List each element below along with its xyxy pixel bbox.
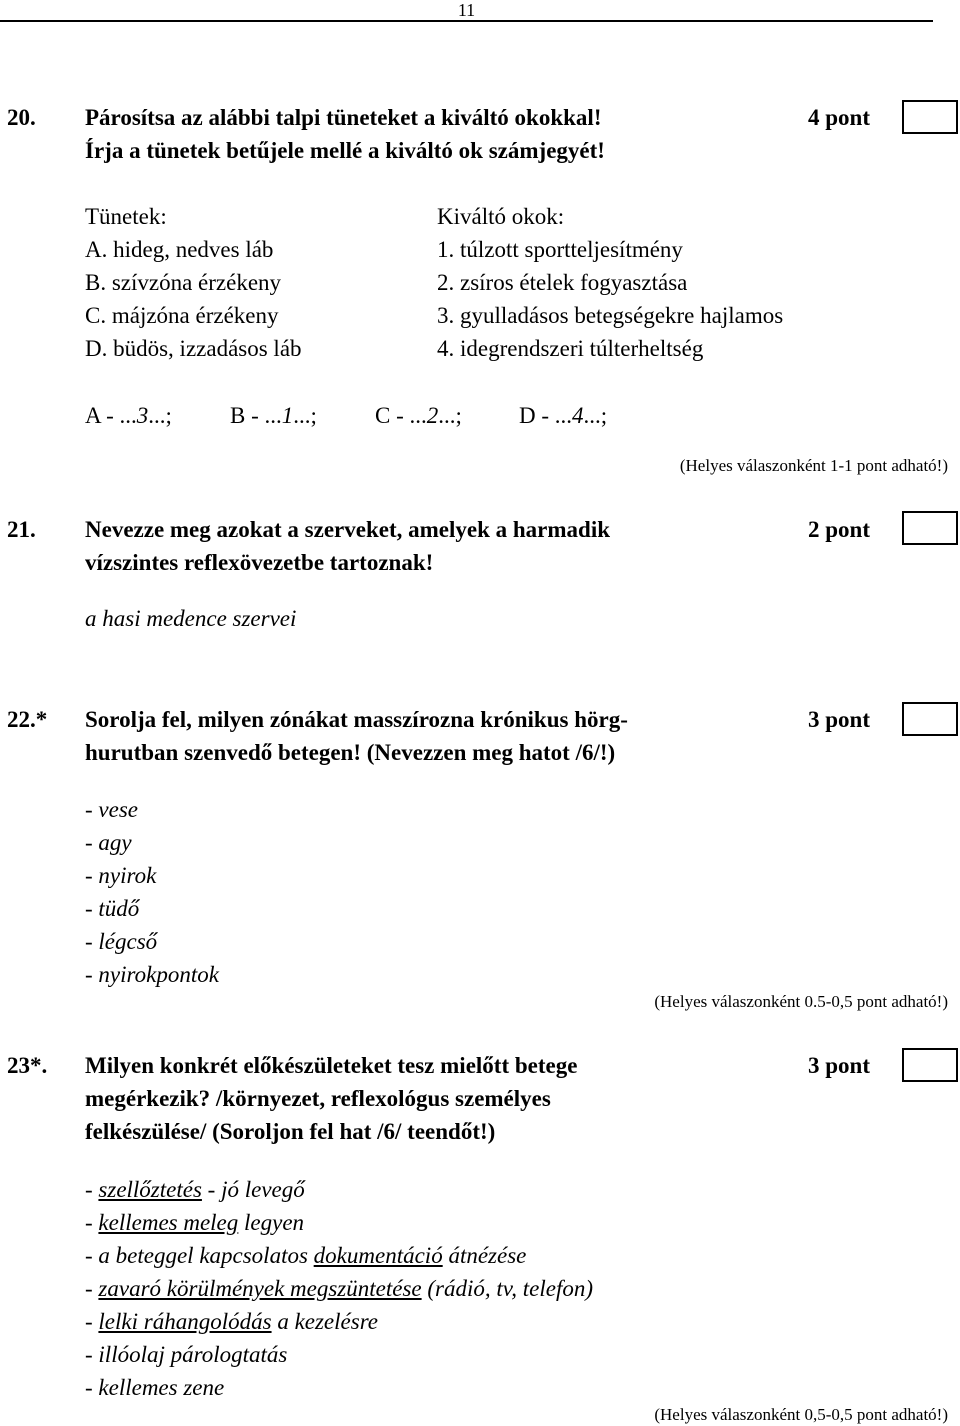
answer-text: - (85, 1177, 99, 1202)
q21-score-box (902, 511, 958, 545)
q23-title-line3: felkészülése/ (Soroljon fel hat /6/ teendőt!) (85, 1119, 496, 1144)
q20-symptom: C. májzóna érzékeny (85, 303, 279, 328)
answer-text: a kezelésre (271, 1309, 378, 1334)
answer-text: átnézése (442, 1243, 527, 1268)
answer-text: - kellemes zene (85, 1375, 225, 1400)
q22-answer-item: - tüdő (85, 896, 140, 921)
q20-cause: 2. zsíros ételek fogyasztása (437, 270, 688, 295)
q22-number: 22.* (7, 707, 48, 732)
q23-answer-item (85, 1209, 304, 1237)
q20-points: 4 pont (808, 105, 870, 130)
page-number: 11 (457, 0, 476, 20)
q20-symptoms-header: Tünetek: (85, 204, 167, 229)
underlined-text: szellőztetés (98, 1177, 202, 1202)
q20-cause: 1. túlzott sportteljesítmény (437, 237, 683, 262)
q20-answer-d: D - ...4...; (519, 403, 608, 428)
q23-answer-item (85, 1242, 526, 1270)
q20-note: (Helyes válaszonként 1-1 pont adható!) (679, 456, 948, 475)
underlined-text: dokumentáció (313, 1243, 443, 1268)
q23-answer-item (85, 1176, 305, 1204)
q20-number: 20. (7, 105, 36, 130)
q23-note: (Helyes válaszonként 0,5-0,5 pont adható!) (654, 1405, 948, 1424)
q20-answer-a: A - ...3...; (85, 403, 172, 428)
underlined-text: zavaró körülmények megszüntetése (98, 1276, 422, 1301)
header-rule (0, 20, 933, 22)
q23-answer-item (85, 1374, 224, 1402)
q20-score-box (902, 100, 958, 134)
q21-number: 21. (7, 517, 36, 542)
answer-text: - jó levegő (201, 1177, 305, 1202)
q23-answer-item (85, 1341, 287, 1369)
q20-answer-c: C - ...2...; (375, 403, 462, 428)
q20-answer-b: B - ...1...; (230, 403, 317, 428)
q20-symptom: D. büdös, izzadásos láb (85, 336, 302, 361)
q22-title-line2: hurutban szenvedő betegen! (Nevezzen meg hatot /6/!) (85, 740, 616, 765)
q20-symptom: A. hideg, nedves láb (85, 237, 274, 262)
q23-answer-item (85, 1275, 593, 1303)
q21-points: 2 pont (808, 517, 870, 542)
q20-cause: 3. gyulladásos betegségekre hajlamos (437, 303, 784, 328)
q21-title-line2: vízszintes reflexövezetbe tartoznak! (85, 550, 434, 575)
q22-answer-item: - nyirokpontok (85, 962, 219, 987)
q22-score-box (902, 702, 958, 736)
q23-answer-item (85, 1308, 378, 1336)
q22-title-line1: Sorolja fel, milyen zónákat masszírozna krónikus hörg- (85, 707, 628, 732)
q22-note: (Helyes válaszonként 0.5-0,5 pont adható!) (654, 992, 948, 1011)
answer-text: legyen (238, 1210, 305, 1235)
q23-title-line1: Milyen konkrét előkészületeket tesz mielőtt betege (85, 1053, 578, 1078)
answer-text: (rádió, tv, telefon) (421, 1276, 593, 1301)
q20-symptom: B. szívzóna érzékeny (85, 270, 282, 295)
q21-answer: a hasi medence szervei (85, 606, 297, 631)
answer-text: - (85, 1210, 99, 1235)
q22-answer-item: - vese (85, 797, 138, 822)
q23-score-box (902, 1048, 958, 1082)
underlined-text: lelki ráhangolódás (98, 1309, 272, 1334)
q20-title-line2: Írja a tünetek betűjele mellé a kiváltó ok számjegyét! (85, 138, 605, 163)
q20-causes-header: Kiváltó okok: (437, 204, 565, 229)
answer-text: - (85, 1309, 99, 1334)
q20-title-line1: Párosítsa az alábbi talpi tüneteket a kiváltó okokkal! (85, 105, 602, 130)
q23-number: 23*. (7, 1053, 48, 1078)
q22-answer-item: - agy (85, 830, 132, 855)
q21-title-line1: Nevezze meg azokat a szerveket, amelyek a harmadik (85, 517, 611, 542)
answer-text: - a beteggel kapcsolatos (85, 1243, 314, 1268)
q22-answer-item: - nyirok (85, 863, 157, 888)
q22-answer-item: - légcső (85, 929, 158, 954)
answer-text: - illóolaj párologtatás (85, 1342, 288, 1367)
underlined-text: kellemes meleg (98, 1210, 239, 1235)
answer-text: - (85, 1276, 99, 1301)
q23-points: 3 pont (808, 1053, 870, 1078)
q20-cause: 4. idegrendszeri túlterheltség (437, 336, 704, 361)
q22-points: 3 pont (808, 707, 870, 732)
q23-title-line2: megérkezik? /környezet, reflexológus személyes (85, 1086, 551, 1111)
